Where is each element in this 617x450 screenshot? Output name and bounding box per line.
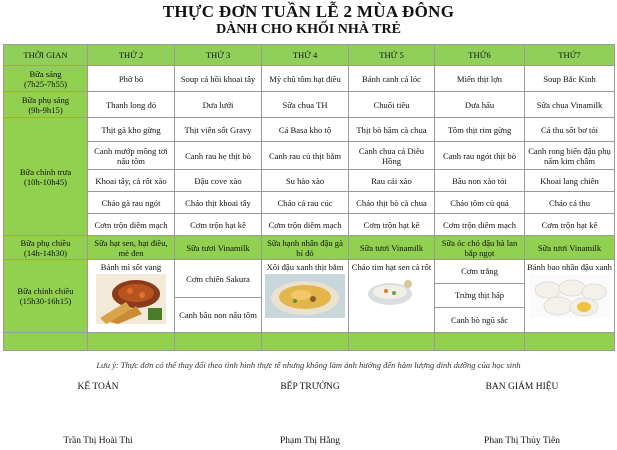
- cell: Cơm trộn diêm mạch: [88, 214, 175, 236]
- dish-text: Canh bầu non nấu tôm: [179, 309, 257, 320]
- dish-text: Cháo tim hạt sen cà rốt: [351, 262, 432, 272]
- cell: Canh rau ngót thịt bò: [435, 142, 525, 170]
- cell: Sữa tươi Vinamilk: [175, 236, 262, 260]
- cell: Cơm trộn diêm mạch: [435, 214, 525, 236]
- banh-bao-photo: [530, 274, 610, 318]
- cell: Canh mướp mồng tơi nấu tôm: [88, 142, 175, 170]
- chef-title: BẾP TRƯỞNG: [280, 382, 340, 392]
- cell: Cá Basa kho tộ: [262, 118, 349, 142]
- dinner-tue: [175, 260, 262, 333]
- cell: Sữa hạnh nhân đậu gà bí đỏ: [262, 236, 349, 260]
- blank-cell: [4, 333, 88, 351]
- dinner-thu: [349, 260, 435, 333]
- meal-label-snack-am: Bữa phụ sáng (9h-9h15): [4, 92, 88, 118]
- blank-cell: [435, 333, 525, 351]
- cell: Bầu non xào tỏi: [435, 170, 525, 192]
- cell: Tôm thịt rim gừng: [435, 118, 525, 142]
- cell: Canh rau hẹ thịt bò: [175, 142, 262, 170]
- header-tue: THỨ 3: [175, 45, 262, 66]
- accountant-title: KẾ TOÁN: [77, 382, 119, 392]
- header-mon: THỨ 2: [88, 45, 175, 66]
- chao-photo: [362, 274, 422, 308]
- cell: Cơm trộn hạt kê: [525, 214, 615, 236]
- menu-subtitle: DÀNH CHO KHỐI NHÀ TRẺ: [216, 22, 401, 37]
- header-time: THỜI GIAN: [4, 45, 88, 66]
- blank-cell: [349, 333, 435, 351]
- dish-text: Bánh bao nhân đậu xanh: [527, 262, 612, 272]
- cell: Chuối tiêu: [349, 92, 435, 118]
- cell: Rau cải xào: [349, 170, 435, 192]
- blank-cell: [262, 333, 349, 351]
- blank-cell: [525, 333, 615, 351]
- meal-label-lunch: Bữa chính trưa (10h-10h45): [4, 118, 88, 236]
- cell: Mỳ chũ tôm hạt điều: [262, 66, 349, 92]
- cell: Thịt viên sốt Gravy: [175, 118, 262, 142]
- banh-mi-photo: [96, 274, 166, 324]
- cell: Thịt bò hầm cà chua: [349, 118, 435, 142]
- footnote: Lưu ý: Thực đơn có thể thay đổi theo tình hình thực tế nhưng không làm ảnh hưởng đến hàm lượng dinh dưỡng của học sinh: [96, 360, 521, 370]
- cell: Sữa tươi Vinamilk: [525, 236, 615, 260]
- menu-table: [3, 44, 615, 351]
- dish-text: Canh bò ngũ sắc: [450, 315, 509, 325]
- cell: Sữa tươi Vinamilk: [349, 236, 435, 260]
- header-thu: THỨ 5: [349, 45, 435, 66]
- cell: Cháo cá rau cúc: [262, 192, 349, 214]
- cell: Cơm trộn hạt kê: [175, 214, 262, 236]
- cell: Cháo tôm củ quả: [435, 192, 525, 214]
- cell: Dưa hấu: [435, 92, 525, 118]
- header-sat: THỨ7: [525, 45, 615, 66]
- cell: Đậu cove xào: [175, 170, 262, 192]
- cell: Cháo thịt khoai tây: [175, 192, 262, 214]
- header-fri: THỨ6: [435, 45, 525, 66]
- cell: Bánh canh cá lóc: [349, 66, 435, 92]
- cell: Cháo cá thu: [525, 192, 615, 214]
- cell: Canh rau củ thịt bằm: [262, 142, 349, 170]
- cell: Sữa óc chó đậu hà lan bắp ngọt: [435, 236, 525, 260]
- meal-label-dinner: Bữa chính chiều (15h30-16h15): [4, 260, 88, 333]
- meal-label-breakfast: Bữa sáng (7h25-7h55): [4, 66, 88, 92]
- dinner-sat: [525, 260, 615, 333]
- meal-label-snack-pm: Bữa phụ chiều (14h-14h30): [4, 236, 88, 260]
- dish-text: Bánh mì sốt vang: [100, 262, 162, 272]
- cell: Cá thu sốt bơ tỏi: [525, 118, 615, 142]
- cell: Sữa chua TH: [262, 92, 349, 118]
- cell: Dưa lưới: [175, 92, 262, 118]
- dish-text: Cơm chiên Sakura: [175, 261, 261, 298]
- dish-text: Cơm trắng: [435, 260, 524, 284]
- cell: Sữa chua Vinamilk: [525, 92, 615, 118]
- blank-cell: [88, 333, 175, 351]
- cell: Sữa hạt sen, hạt điều, mè đen: [88, 236, 175, 260]
- blank-cell: [175, 333, 262, 351]
- dinner-mon: [88, 260, 175, 333]
- cell: Miến thịt lợn: [435, 66, 525, 92]
- board-name: Phan Thị Thủy Tiên: [484, 436, 560, 446]
- cell: Cơm trộn hạt kê: [349, 214, 435, 236]
- cell: Khoai lang chiên: [525, 170, 615, 192]
- accountant-name: Trần Thị Hoài Thi: [63, 436, 133, 446]
- dinner-fri: [435, 260, 525, 333]
- xoi-photo: [265, 274, 345, 318]
- cell: Cơm trộn diêm mạch: [262, 214, 349, 236]
- menu-title: THỰC ĐƠN TUẦN LỄ 2 MÙA ĐÔNG: [162, 2, 455, 21]
- cell: Canh rong biển đậu phụ nấm kim châm: [525, 142, 615, 170]
- header-wed: THỨ 4: [262, 45, 349, 66]
- board-title: BAN GIÁM HIỆU: [485, 382, 559, 392]
- cell: Cháo gà rau ngót: [88, 192, 175, 214]
- cell: Khoai tây, cà rốt xào: [88, 170, 175, 192]
- chef-name: Phạm Thị Hằng: [280, 436, 340, 446]
- cell: Canh chua cá Diêu Hồng: [349, 142, 435, 170]
- dish-text: Trứng thịt hấp: [435, 284, 524, 308]
- cell: Thịt gà kho gừng: [88, 118, 175, 142]
- cell: Su hào xào: [262, 170, 349, 192]
- dinner-wed: [262, 260, 349, 333]
- cell: Phở bò: [88, 66, 175, 92]
- dish-text: Xôi đậu xanh thịt bằm: [266, 262, 344, 272]
- cell: Soup cá hồi khoai tây: [175, 66, 262, 92]
- cell: Cháo thịt bò cà chua: [349, 192, 435, 214]
- cell: Thanh long đỏ: [88, 92, 175, 118]
- cell: Soup Bắc Kinh: [525, 66, 615, 92]
